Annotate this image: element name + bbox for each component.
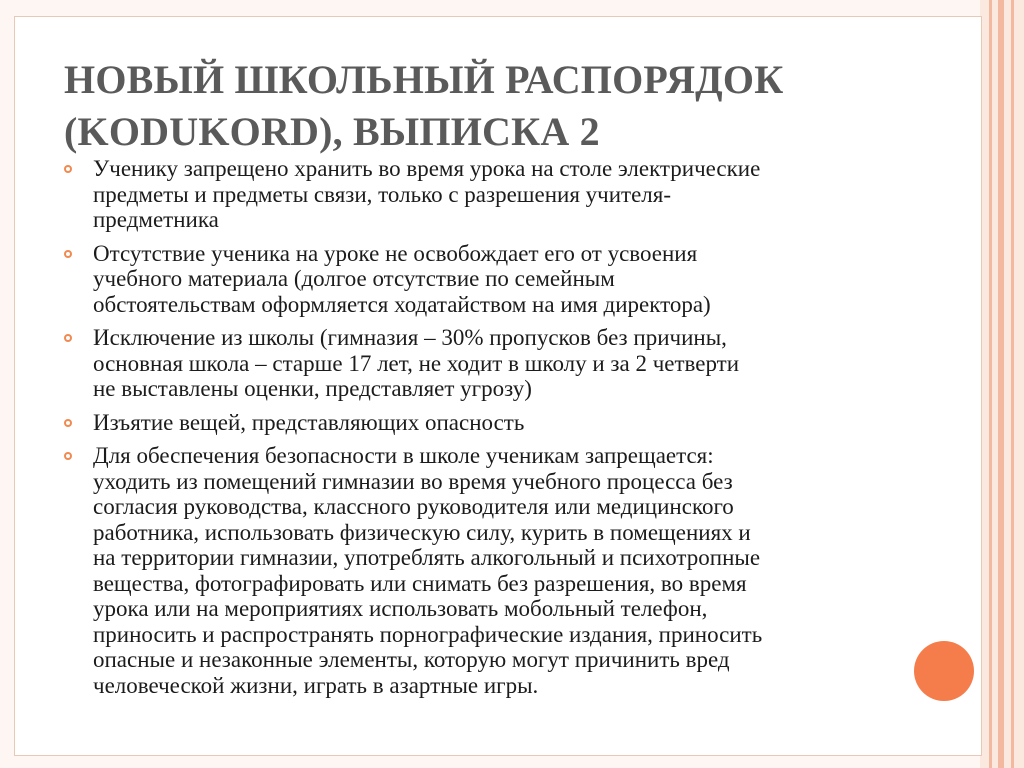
bullet-text: Исключение из школы (гимназия – 30% пропусков без причины, основная школа – старше 17 лет, не ходит в школу и за 2 четверти не выставлены оценки, представляет угрозу) <box>93 325 740 401</box>
bullet-item-absence <box>64 241 894 318</box>
bullet-text: Изъятие вещей, представляющих опасность <box>93 409 525 435</box>
bullet-text: Ученику запрещено хранить во время урока на столе электрические предметы и предметы связи, только с разрешения учителя- предметника <box>93 156 761 232</box>
stripe-line <box>998 0 1004 768</box>
bullet-list <box>64 156 894 706</box>
slide-title <box>64 54 924 158</box>
stripe-line <box>1011 0 1014 768</box>
bullet-text: Отсутствие ученика на уроке не освобождает его от усвоения учебного материала (долгое отсутствие по семейным обстоятельствам оформляется ходатайством на имя директора) <box>93 240 711 317</box>
hollow-circle-bullet-icon <box>64 334 72 342</box>
hollow-circle-bullet-icon <box>64 250 72 258</box>
decorative-circle <box>914 641 974 701</box>
hollow-circle-bullet-icon <box>64 419 72 427</box>
hollow-circle-bullet-icon <box>64 165 72 173</box>
bullet-item-expulsion <box>64 325 894 402</box>
decorative-stripes <box>980 0 1024 768</box>
bullet-item-safety-rules <box>64 443 894 698</box>
slide-title-line-1: НОВЫЙ ШКОЛЬНЫЙ РАСПОРЯДОК <box>64 57 784 102</box>
bullet-item-electronics <box>64 156 894 233</box>
hollow-circle-bullet-icon <box>64 452 72 460</box>
stripe-line <box>989 0 992 768</box>
slide-title-line-2: (KODUKORD), ВЫПИСКА 2 <box>64 109 600 154</box>
bullet-item-confiscation <box>64 410 894 436</box>
bullet-text: Для обеспечения безопасности в школе ученикам запрещается: уходить из помещений гимназии во время учебного процесса без согласия руководства, классного руководителя или медицинского работника, использовать физическую силу, курить в помещениях и на территории гимназии, употреблять алкогольный и психотропные вещества, фотографировать или снимать без разрешения, во время урока или на мероприятиях использовать мобольный телефон, приносить и распространять порнографические издания, приносить опасные и незаконные элементы, которую могут причинить вред человеческой жизни, играть в азартные игры. <box>93 443 763 698</box>
